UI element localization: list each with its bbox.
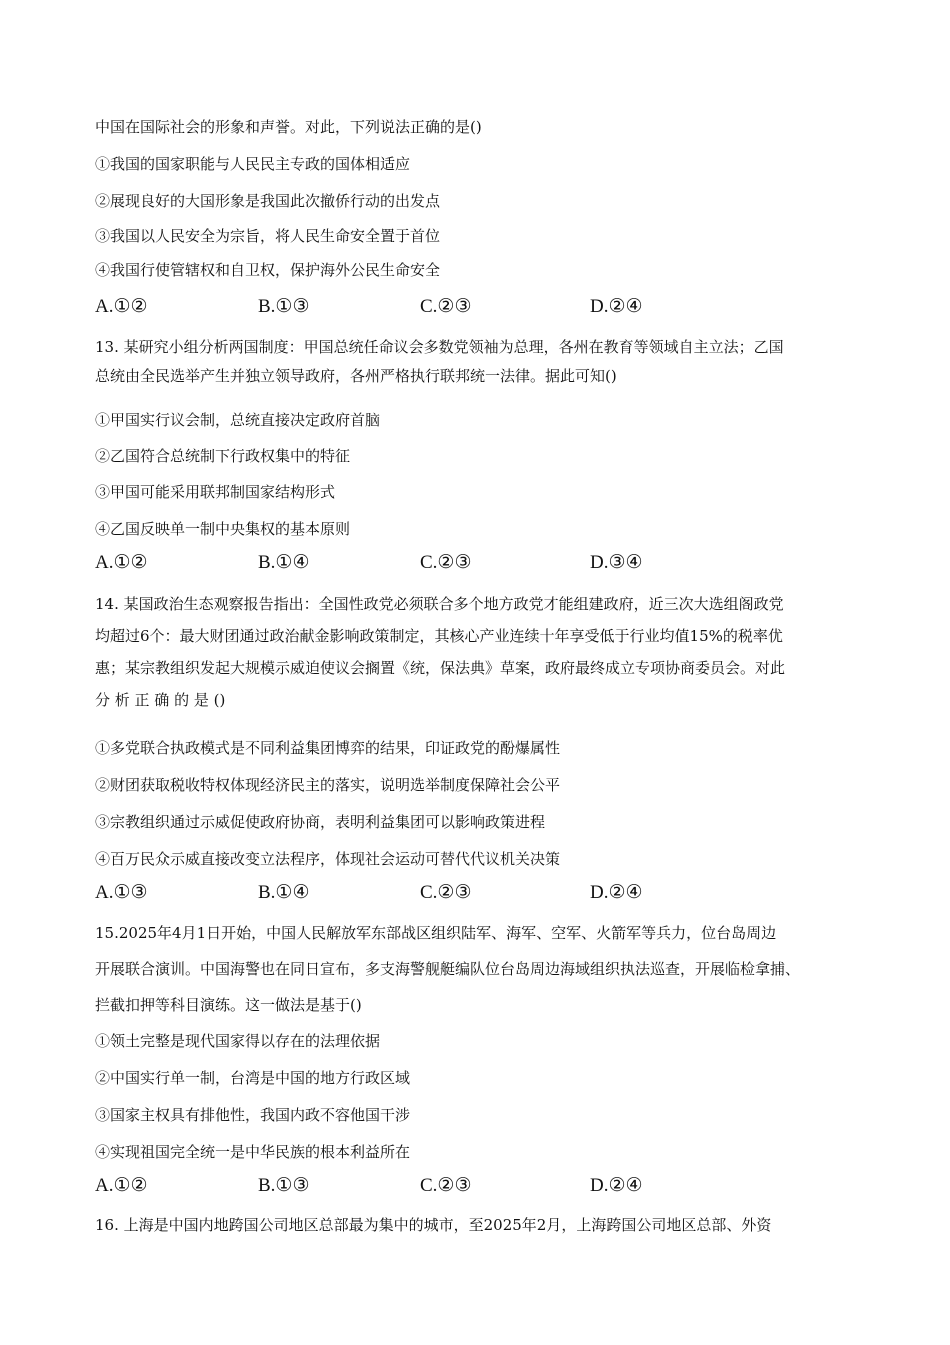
q13-item-1: ①甲国实行议会制，总统直接决定政府首脑 [95, 411, 381, 429]
q13-option-b[interactable]: B.①④ [258, 552, 310, 573]
q14-stem-line-2: 均超过6个：最大财团通过政治献金影响政策制定，其核心产业连续十年享受低于行业均值15%的税率优 [95, 627, 783, 645]
q14-stem-line-4: 分 析 正 确 的 是 () [95, 691, 226, 709]
q15-item-2: ②中国实行单一制，台湾是中国的地方行政区域 [95, 1069, 411, 1087]
q15-stem-line-3: 拦截扣押等科目演练。这一做法是基于() [95, 996, 362, 1014]
q14-option-a[interactable]: A.①③ [95, 882, 148, 903]
q15-option-b[interactable]: B.①③ [258, 1175, 310, 1196]
q15-item-4: ④实现祖国完全统一是中华民族的根本利益所在 [95, 1143, 411, 1161]
q15-item-3: ③国家主权具有排他性，我国内政不容他国干涉 [95, 1106, 411, 1124]
q14-options [95, 880, 795, 906]
q12-item-4: ④我国行使管辖权和自卫权，保护海外公民生命安全 [95, 261, 441, 279]
q12-option-b[interactable]: B.①③ [258, 296, 310, 317]
q15-stem-line-2: 开展联合演训。中国海警也在同日宣布，多支海警舰艇编队位台岛周边海域组织执法巡查，开展临检拿捕、 [95, 960, 801, 978]
q13-option-c[interactable]: C.②③ [420, 552, 472, 573]
q14-item-3: ③宗教组织通过示威促使政府协商，表明利益集团可以影响政策进程 [95, 813, 546, 831]
q12-stem-tail: 中国在国际社会的形象和声誉。对此，下列说法正确的是() [95, 118, 482, 136]
q13-option-a[interactable]: A.①② [95, 552, 148, 573]
q12-item-3: ③我国以人民安全为宗旨，将人民生命安全置于首位 [95, 227, 441, 245]
q14-option-c[interactable]: C.②③ [420, 882, 472, 903]
q12-option-d[interactable]: D.②④ [590, 296, 643, 317]
q14-option-d[interactable]: D.②④ [590, 882, 643, 903]
q14-option-b[interactable]: B.①④ [258, 882, 310, 903]
q14-stem-line-3: 惠；某宗教组织发起大规模示威迫使议会搁置《统，保法典》草案，政府最终成立专项协商委员会。对此 [95, 659, 786, 677]
q14-item-1: ①多党联合执政模式是不同利益集团博弈的结果，印证政党的酚爆属性 [95, 739, 561, 757]
q13-options [95, 550, 795, 576]
q12-item-1: ①我国的国家职能与人民民主专政的国体相适应 [95, 155, 411, 173]
q15-item-1: ①领土完整是现代国家得以存在的法理依据 [95, 1032, 381, 1050]
q13-item-2: ②乙国符合总统制下行政权集中的特征 [95, 447, 351, 465]
q14-stem-line-1: 14. 某国政治生态观察报告指出：全国性政党必须联合多个地方政党才能组建政府，近三次大选组阁政党 [95, 595, 784, 613]
q16-stem-line-1: 16. 上海是中国内地跨国公司地区总部最为集中的城市，至2025年2月，上海跨国公司地区总部、外资 [95, 1216, 772, 1234]
q13-option-d[interactable]: D.③④ [590, 552, 643, 573]
q13-item-3: ③甲国可能采用联邦制国家结构形式 [95, 483, 336, 501]
q12-option-a[interactable]: A.①② [95, 296, 148, 317]
q13-stem-line-2: 总统由全民选举产生并独立领导政府，各州严格执行联邦统一法律。据此可知() [95, 367, 617, 385]
q15-option-a[interactable]: A.①② [95, 1175, 148, 1196]
q12-options [95, 294, 795, 320]
q12-option-c[interactable]: C.②③ [420, 296, 472, 317]
q14-item-4: ④百万民众示威直接改变立法程序，体现社会运动可替代代议机关决策 [95, 850, 561, 868]
q15-option-c[interactable]: C.②③ [420, 1175, 472, 1196]
q12-item-2: ②展现良好的大国形象是我国此次撤侨行动的出发点 [95, 192, 441, 210]
q15-options [95, 1173, 795, 1199]
q15-option-d[interactable]: D.②④ [590, 1175, 643, 1196]
q15-stem-line-1: 15.2025年4月1日开始，中国人民解放军东部战区组织陆军、海军、空军、火箭军等兵力，位台岛周边 [95, 924, 777, 942]
q13-item-4: ④乙国反映单一制中央集权的基本原则 [95, 520, 351, 538]
q13-stem-line-1: 13. 某研究小组分析两国制度：甲国总统任命议会多数党领袖为总理，各州在教育等领域自主立法；乙国 [95, 338, 784, 356]
q14-item-2: ②财团获取税收特权体现经济民主的落实，说明选举制度保障社会公平 [95, 776, 561, 794]
